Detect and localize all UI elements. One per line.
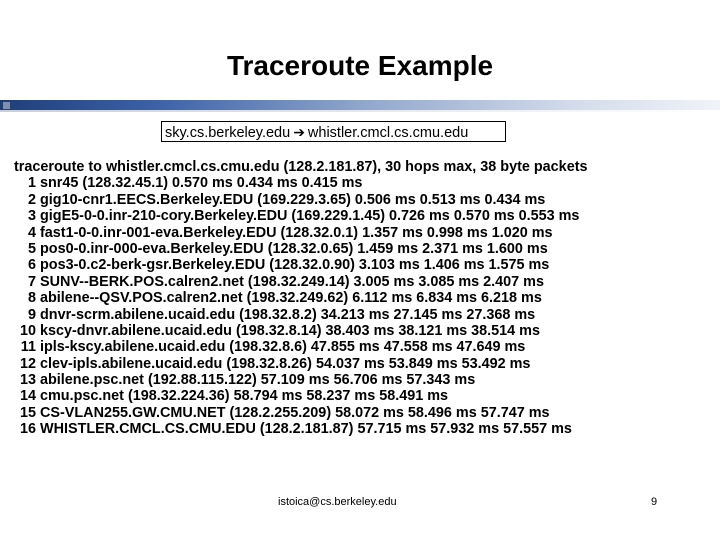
corner-square-icon (3, 102, 11, 110)
hop-number: 7 (27, 273, 36, 290)
hop-number: 2 (27, 191, 36, 208)
hop-number: 5 (27, 240, 36, 257)
hop-number: 14 (19, 388, 36, 405)
hop-text: gig10-cnr1.EECS.Berkeley.EDU (169.229.3.65) 0.506 ms 0.513 ms 0.434 ms (40, 191, 546, 208)
hop-number: 15 (19, 404, 36, 421)
hop-text: fast1-0-0.inr-001-eva.Berkeley.EDU (128.32.0.1) 1.357 ms 0.998 ms 1.020 ms (40, 224, 553, 241)
hop-text: kscy-dnvr.abilene.ucaid.edu (198.32.8.14) 38.403 ms 38.121 ms 38.514 ms (40, 322, 540, 339)
route-box (161, 121, 506, 142)
hop-number: 16 (19, 421, 36, 438)
hop-text: clev-ipls.abilene.ucaid.edu (198.32.8.26) 54.037 ms 53.849 ms 53.492 ms (40, 355, 531, 372)
hop-number: 12 (19, 355, 36, 372)
hop-row (14, 241, 674, 257)
hop-row (14, 274, 674, 290)
hop-text: snr45 (128.32.45.1) 0.570 ms 0.434 ms 0.415 ms (40, 175, 363, 192)
title-divider-bar (0, 100, 720, 110)
right-arrow-icon: ➔ (293, 124, 305, 140)
hop-text: abilene--QSV.POS.calren2.net (198.32.249.62) 6.112 ms 6.834 ms 6.218 ms (40, 290, 542, 307)
hop-text: gigE5-0-0.inr-210-cory.Berkeley.EDU (169.229.1.45) 0.726 ms 0.570 ms 0.553 ms (40, 208, 580, 225)
hop-row (14, 405, 674, 421)
hop-row (14, 192, 674, 208)
hop-list (14, 175, 674, 437)
hop-row (14, 290, 674, 306)
hop-text: SUNV--BERK.POS.calren2.net (198.32.249.14) 3.005 ms 3.085 ms 2.407 ms (40, 273, 544, 290)
hop-text: cmu.psc.net (198.32.224.36) 58.794 ms 58.237 ms 58.491 ms (40, 388, 449, 405)
hop-number: 10 (19, 322, 36, 339)
hop-number: 9 (27, 306, 36, 323)
route-source: sky.cs.berkeley.edu (165, 125, 291, 141)
hop-number: 3 (27, 208, 36, 225)
hop-number: 13 (19, 372, 36, 389)
page-number: 9 (651, 496, 658, 508)
hop-text: pos3-0.c2-berk-gsr.Berkeley.EDU (128.32.0.90) 3.103 ms 1.406 ms 1.575 ms (40, 257, 550, 274)
hop-row (14, 257, 674, 273)
hop-row (14, 356, 674, 372)
footer-email: istoica@cs.berkeley.edu (278, 496, 397, 508)
traceroute-header: traceroute to whistler.cmcl.cs.cmu.edu (128.2.181.87), 30 hops max, 38 byte packets (14, 159, 588, 175)
hop-row (14, 225, 674, 241)
hop-number: 6 (27, 257, 36, 274)
hop-row (14, 388, 674, 404)
hop-row (14, 175, 674, 191)
hop-text: CS-VLAN255.GW.CMU.NET (128.2.255.209) 58.072 ms 58.496 ms 57.747 ms (40, 404, 550, 421)
hop-row (14, 323, 674, 339)
hop-row (14, 421, 674, 437)
title-divider-shadow (0, 110, 720, 112)
hop-text: ipls-kscy.abilene.ucaid.edu (198.32.8.6) 47.855 ms 47.558 ms 47.649 ms (40, 339, 526, 356)
hop-text: abilene.psc.net (192.88.115.122) 57.109 ms 56.706 ms 57.343 ms (40, 372, 476, 389)
hop-row (14, 208, 674, 224)
hop-number: 8 (27, 290, 36, 307)
route-destination: whistler.cmcl.cs.cmu.edu (307, 125, 469, 141)
slide-title: Traceroute Example (226, 50, 494, 81)
traceroute-output (14, 159, 674, 438)
hop-row (14, 307, 674, 323)
hop-text: WHISTLER.CMCL.CS.CMU.EDU (128.2.181.87) 57.715 ms 57.932 ms 57.557 ms (40, 421, 572, 438)
hop-number: 11 (20, 339, 36, 356)
hop-text: dnvr-scrm.abilene.ucaid.edu (198.32.8.2) 34.213 ms 27.145 ms 27.368 ms (40, 306, 536, 323)
hop-number: 4 (27, 224, 36, 241)
hop-text: pos0-0.inr-000-eva.Berkeley.EDU (128.32.0.65) 1.459 ms 2.371 ms 1.600 ms (40, 240, 548, 257)
hop-row (14, 339, 674, 355)
hop-row (14, 372, 674, 388)
hop-number: 1 (27, 175, 36, 192)
